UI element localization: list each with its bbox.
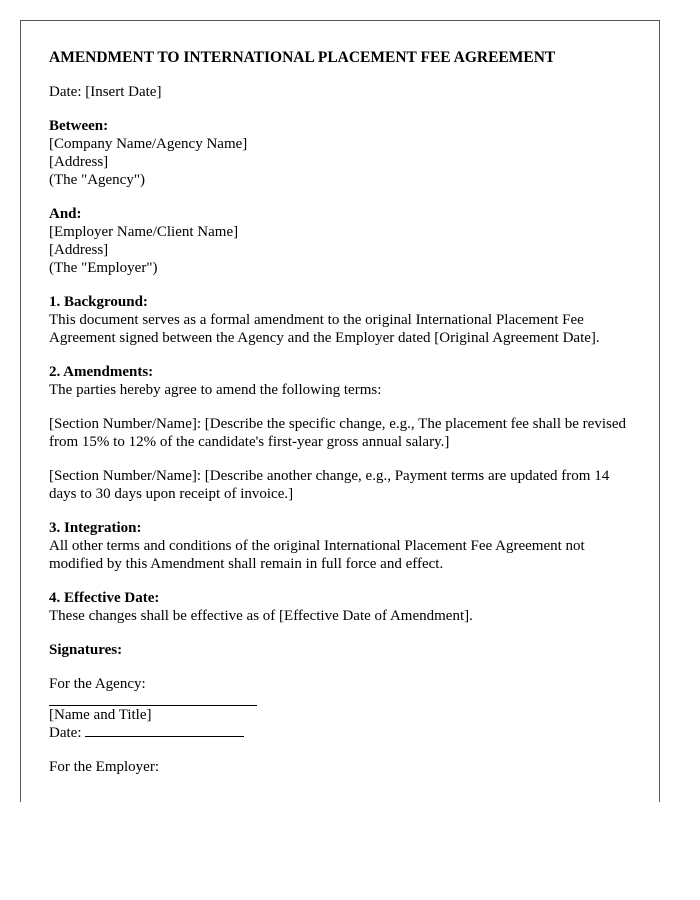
agency-date-row: [49, 724, 637, 742]
document-page: [20, 20, 660, 802]
background-text: This document serves as a formal amendment to the original International Placement Fee Agreement signed between the Agency and the Employer dated [Original Agreement Date].: [49, 312, 600, 346]
effective-date-section: [49, 589, 637, 625]
employer-address-line: [Address]: [49, 242, 109, 258]
employer-signature-label: For the Employer:: [49, 759, 159, 775]
signatures-heading: Signatures:: [49, 642, 123, 658]
background-heading: 1. Background:: [49, 294, 148, 310]
effective-date-text: These changes shall be effective as of [Effective Date of Amendment].: [49, 608, 473, 624]
employer-alias-line: (The "Employer"): [49, 260, 158, 276]
amendments-section: [49, 363, 637, 399]
and-section: [49, 205, 637, 277]
amendments-intro: The parties hereby agree to amend the following terms:: [49, 382, 382, 398]
between-heading: Between:: [49, 118, 109, 134]
agency-address-line: [Address]: [49, 154, 109, 170]
agency-signature-line: [49, 695, 257, 706]
effective-date-heading: 4. Effective Date:: [49, 590, 160, 606]
agency-alias-line: (The "Agency"): [49, 172, 145, 188]
integration-section: [49, 519, 637, 573]
date-line: Date: [Insert Date]: [49, 84, 162, 100]
and-heading: And:: [49, 206, 82, 222]
amendment-item: [Section Number/Name]: [Describe the specific change, e.g., The placement fee shall be revised from 15% to 12% of the candidate's first-year gross annual salary.]: [49, 416, 626, 450]
agency-date-label: Date:: [49, 725, 82, 741]
agency-signature-label: For the Agency:: [49, 676, 146, 692]
integration-text: All other terms and conditions of the original International Placement Fee Agreement not modified by this Amendment shall remain in full force and effect.: [49, 538, 585, 572]
document-title: AMENDMENT TO INTERNATIONAL PLACEMENT FEE AGREEMENT: [49, 49, 556, 66]
employer-name-line: [Employer Name/Client Name]: [49, 224, 239, 240]
between-section: [49, 117, 637, 189]
agency-name-line: [Company Name/Agency Name]: [49, 136, 248, 152]
amendment-item: [Section Number/Name]: [Describe another change, e.g., Payment terms are updated from 14 days to 30 days upon receipt of invoice.]: [49, 468, 610, 502]
amendments-heading: 2. Amendments:: [49, 364, 154, 380]
agency-date-line: [85, 724, 244, 737]
agency-name-title: [Name and Title]: [49, 707, 152, 723]
document-body: [49, 49, 637, 792]
integration-heading: 3. Integration:: [49, 520, 142, 536]
agency-signature-block: [49, 675, 637, 742]
background-section: [49, 293, 637, 347]
